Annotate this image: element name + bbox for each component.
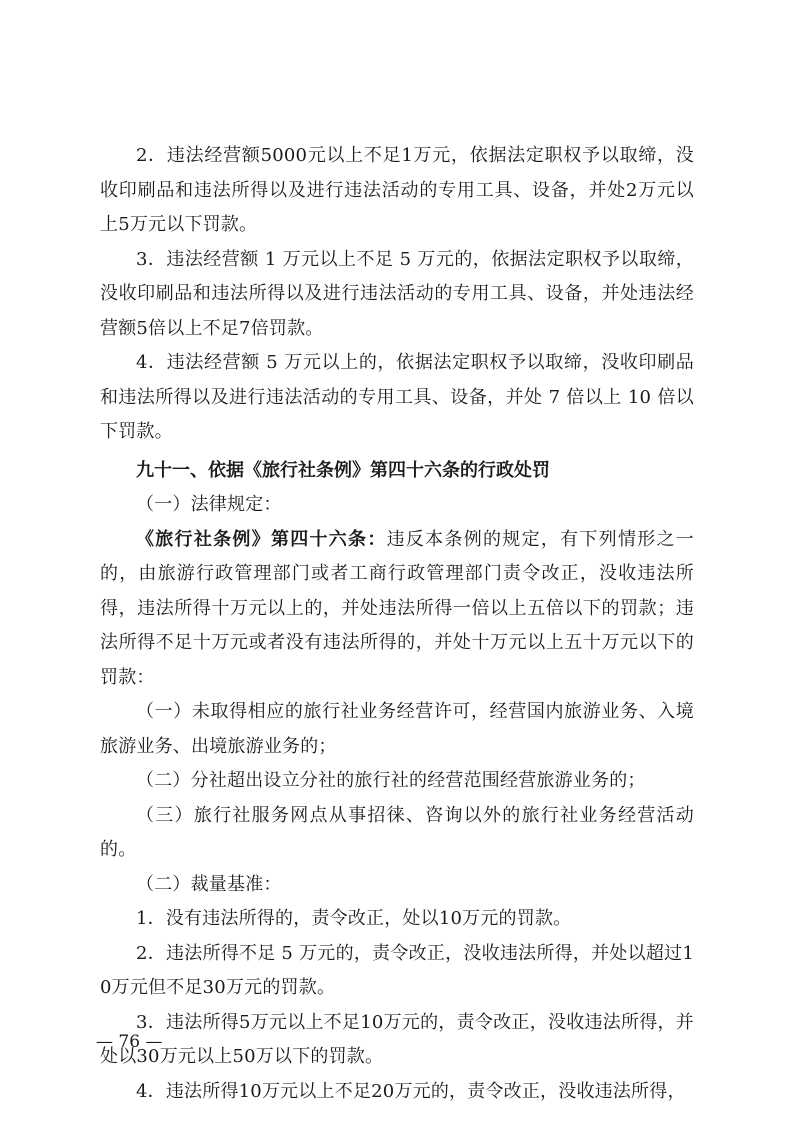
law-article-title: 《旅行社条例》第四十六条： — [136, 528, 387, 550]
law-article-body: 违反本条例的规定，有下列情形之一的，由旅游行政管理部门或者工商行政管理部门责令改正，没收违法所得，违法所得十万元以上的，并处违法所得一倍以上五倍以下的罚款；违法所得不足十万元或者没有违法所得的，并处十万元以上五十万元以下的罚款： — [100, 528, 694, 688]
paragraph-penalty-2: 2．违法经营额5000元以上不足1万元，依据法定职权予以取缔，没收印刷品和违法所得以及进行违法活动的专用工具、设备，并处2万元以上5万元以下罚款。 — [100, 145, 694, 235]
paragraph-penalty-4: 4．违法经营额 5 万元以上的，依据法定职权予以取缔，没收印刷品和违法所得以及进行违法活动的专用工具、设备，并处 7 倍以上 10 倍以下罚款。 — [100, 352, 694, 442]
section-heading: 九十一、依据《旅行社条例》第四十六条的行政处罚 — [136, 459, 550, 481]
list-item-3: （三）旅行社服务网点从事招徕、咨询以外的旅行社业务经营活动的。 — [100, 804, 694, 860]
paragraph-penalty-3: 3．违法经营额 1 万元以上不足 5 万元的，依据法定职权予以取缔，没收印刷品和违法所得以及进行违法活动的专用工具、设备，并处违法经营额5倍以上不足7倍罚款。 — [100, 248, 694, 339]
list-item-1: （一）未取得相应的旅行社业务经营许可，经营国内旅游业务、入境旅游业务、出境旅游业务的； — [100, 701, 694, 757]
page-number: — 76 — — [96, 1032, 163, 1052]
body-text — [100, 139, 694, 1109]
standard-item-3: 3．违法所得5万元以上不足10万元的，责令改正，没收违法所得，并处以30万元以上50万以下的罚款。 — [100, 1011, 694, 1067]
standard-item-4: 4．违法所得10万元以上不足20万元的，责令改正，没收违法所得， — [136, 1080, 686, 1102]
subheading-legal-provision: （一）法律规定： — [136, 494, 282, 515]
law-article-paragraph — [100, 523, 694, 696]
list-item-2: （二）分社超出设立分社的旅行社的经营范围经营旅游业务的； — [136, 770, 646, 791]
standard-item-1: 1．没有违法所得的，责令改正，处以10万元的罚款。 — [136, 908, 572, 929]
standard-item-2: 2．违法所得不足 5 万元的，责令改正，没收违法所得，并处以超过10万元但不足30万元的罚款。 — [100, 942, 694, 998]
subheading-discretion-standard: （二）裁量基准： — [136, 873, 282, 895]
